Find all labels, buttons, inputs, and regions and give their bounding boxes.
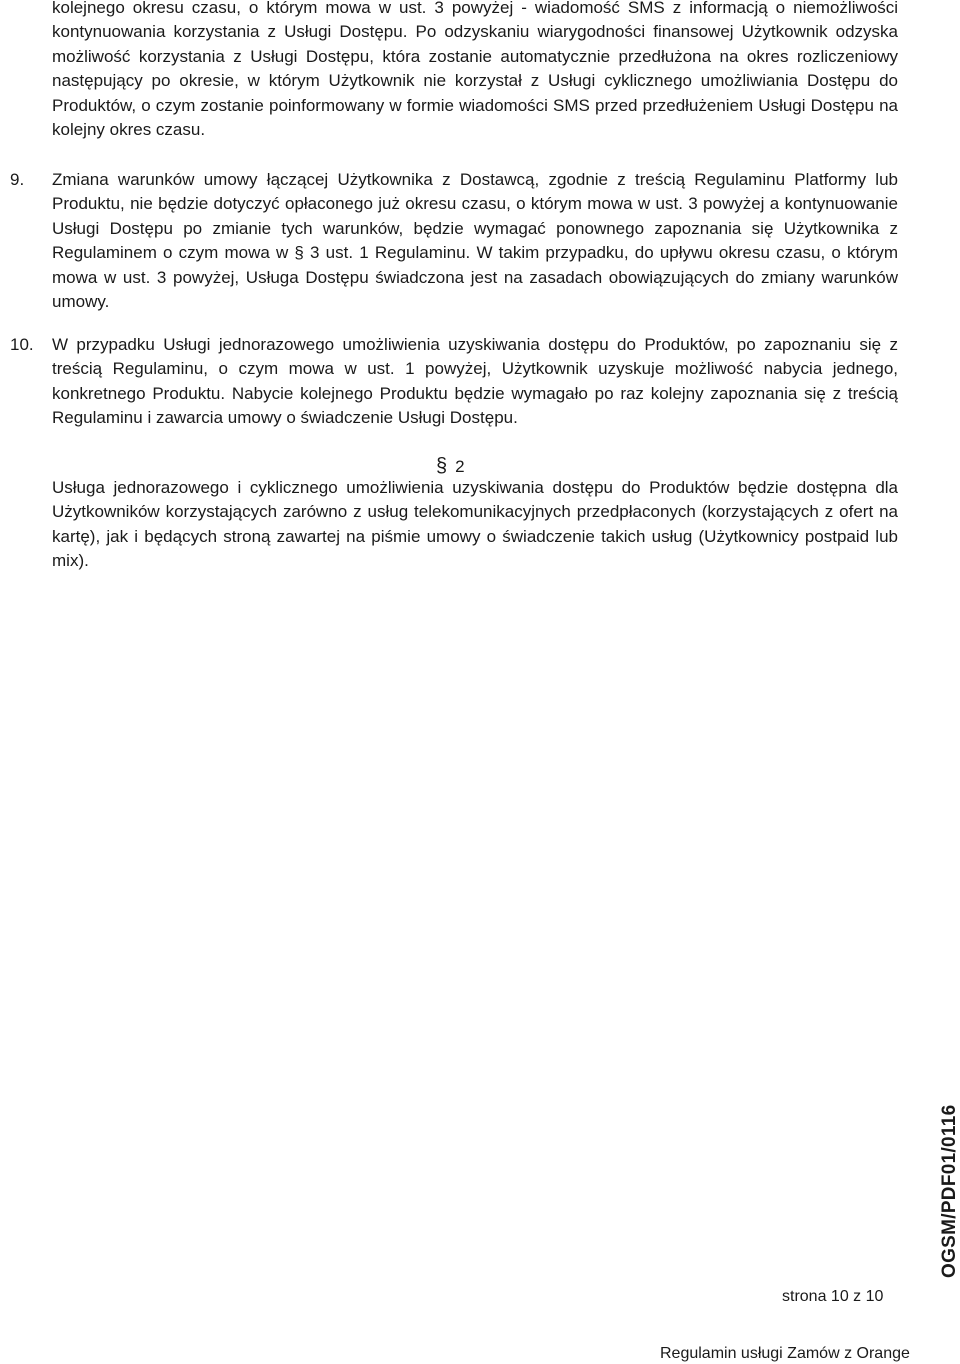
section-paragraph: Usługa jednorazowego i cyklicznego umożliwienia uzyskiwania dostępu do Produktów będzie dostępna dla Użytkowników korzystających zarówno z usług telekomunikacyjnych przedpłaconych (korzystających z ofert na kartę), jak i będących stroną zawartej na piśmie umowy o świadczenie takich usług (Użytkownicy postpaid lub mix).: [52, 478, 898, 571]
item-text-9: Zmiana warunków umowy łączącej Użytkownika z Dostawcą, zgodnie z treścią Regulaminu Platformy lub Produktu, nie będzie dotyczyć opłaconego już okresu czasu, o którym mowa w ust. 3 powyżej a kontynuowanie Usługi Dostępu po zmianie tych warunków, będzie wymagać ponownego zapoznania się Użytkownika z Regulaminem o czym mowa w § 3 ust. 1 Regulaminu. W takim przypadku, do upływu okresu czasu, o którym mowa w ust. 3 powyżej, Usługa Dostępu świadczona jest na zasadach obowiązujących do zmiany warunków umowy.: [52, 170, 898, 312]
continuation-paragraph: kolejnego okresu czasu, o którym mowa w ust. 3 powyżej - wiadomość SMS z informacją o niemożliwości kontynuowania korzystania z Usługi Dostępu. Po odzyskaniu wiarygodności finansowej Użytkownik odzyska możliwość korzystania z Usługi Dostępu, która zostanie automatycznie przedłużona na okres rozliczeniowy następujący po okresie, w którym Użytkownik nie korzystał z Usługi cyklicznego umożliwiania Dostępu do Produktów, o czym zostanie poinformowany w formie wiadomości SMS przed przedłużeniem Usługi Dostępu na kolejny okres czasu.: [52, 0, 898, 140]
document-title-footer: Regulamin usługi Zamów z Orange: [660, 1345, 910, 1362]
document-code: OGSM/PDF01/0116: [939, 1104, 960, 1278]
item-number-10: 10.: [10, 335, 34, 354]
section-number: 2: [455, 457, 465, 476]
item-number-9: 9.: [10, 170, 25, 189]
page-number: strona 10 z 10: [782, 1288, 884, 1305]
section-symbol: §: [436, 455, 448, 477]
item-text-10: W przypadku Usługi jednorazowego umożliwienia uzyskiwania dostępu do Produktów, po zapoznaniu się z treścią Regulaminu, o czym mowa w ust. 1 powyżej, Użytkownik uzyskuje możliwość nabycia jednego, konkretnego Produktu. Nabycie kolejnego Produktu będzie wymagało po raz kolejny zapoznania się z treścią Regulaminu i zawarcia umowy o świadczenie Usługi Dostępu.: [52, 335, 898, 428]
